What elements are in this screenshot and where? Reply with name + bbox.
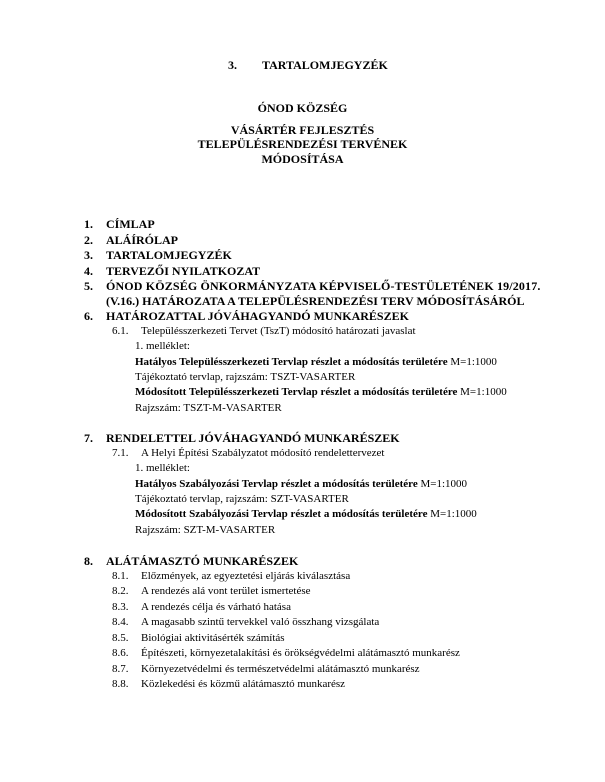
toc-item-label: CÍMLAP bbox=[106, 217, 155, 231]
toc-item-number: 2. bbox=[84, 233, 93, 247]
toc-item-number: 8. bbox=[84, 554, 93, 568]
toc-item-label: HATÁROZATTAL JÓVÁHAGYANDÓ MUNKARÉSZEK bbox=[106, 309, 409, 323]
toc-item-number: 7. bbox=[84, 431, 93, 445]
toc-item-label: TARTALOMJEGYZÉK bbox=[106, 248, 232, 262]
annex-line bbox=[135, 508, 477, 521]
subsection-label: Építészeti, környezetalakítási és örökségvédelmi alátámasztó munkarész bbox=[141, 647, 460, 659]
subsection-label: Előzmények, az egyeztetési eljárás kiválasztása bbox=[141, 570, 351, 582]
annex-line: Rajzszám: SZT-M-VASARTER bbox=[135, 524, 276, 536]
subsection-number: 8.8. bbox=[112, 678, 129, 690]
annex-line bbox=[135, 478, 467, 491]
subsection-label: A magasabb szintű tervekkel való összhang vizsgálata bbox=[141, 616, 380, 628]
toc-item-number: 6. bbox=[84, 309, 93, 323]
municipality-title: ÓNOD KÖZSÉG bbox=[257, 101, 348, 115]
subsection-label: A rendezés célja és várható hatása bbox=[141, 601, 291, 613]
toc-item-label: TERVEZŐI NYILATKOZAT bbox=[106, 264, 261, 278]
subsection-label: A rendezés alá vont terület ismertetése bbox=[141, 585, 311, 597]
annex-line: Tájékoztató tervlap, rajzszám: SZT-VASARTER bbox=[135, 493, 349, 505]
subsection-number: 8.3. bbox=[112, 601, 129, 613]
section-title: TARTALOMJEGYZÉK bbox=[262, 58, 388, 72]
toc-item-label: ALÁTÁMASZTÓ MUNKARÉSZEK bbox=[106, 554, 299, 568]
toc-item-number: 4. bbox=[84, 264, 93, 278]
annex-line: Tájékoztató tervlap, rajzszám: TSZT-VASARTER bbox=[135, 371, 356, 383]
subsection-number: 8.4. bbox=[112, 616, 129, 628]
project-title-line3: MÓDOSÍTÁSA bbox=[261, 152, 344, 166]
subsection-number: 8.5. bbox=[112, 632, 129, 644]
annex-label: 1. melléklet: bbox=[135, 340, 190, 352]
annex-line bbox=[135, 386, 507, 399]
toc-item-number: 5. bbox=[84, 279, 93, 293]
annex-line-scale: M=1:1000 bbox=[460, 386, 507, 398]
toc-item-label: ALÁÍRÓLAP bbox=[106, 233, 179, 247]
subsection-number: 7.1. bbox=[112, 447, 129, 459]
project-title-line1: VÁSÁRTÉR FEJLESZTÉS bbox=[230, 123, 375, 137]
subsection-label: Biológiai aktivitásérték számítás bbox=[141, 632, 285, 644]
annex-line-scale: M=1:1000 bbox=[420, 478, 467, 490]
annex-line-scale: M=1:1000 bbox=[450, 356, 497, 368]
annex-line-title: Módosított Szabályozási Tervlap részlet a módosítás területére bbox=[135, 508, 428, 520]
section-number: 3. bbox=[228, 58, 237, 72]
toc-item-label: RENDELETTEL JÓVÁHAGYANDÓ MUNKARÉSZEK bbox=[106, 431, 400, 445]
annex-line bbox=[135, 356, 497, 369]
annex-line-title: Hatályos Szabályozási Tervlap részlet a módosítás területére bbox=[135, 478, 418, 490]
subsection-label: Településszerkezeti Tervet (TszT) módosító határozati javaslat bbox=[141, 325, 416, 337]
annex-line-title: Hatályos Településszerkezeti Tervlap részlet a módosítás területére bbox=[135, 356, 448, 368]
toc-item-label: ÓNOD KÖZSÉG ÖNKORMÁNYZATA KÉPVISELŐ-TESTÜLETÉNEK 19/2017. bbox=[106, 279, 541, 293]
subsection-number: 8.6. bbox=[112, 647, 129, 659]
toc-item-label-continued: (V.16.) HATÁROZATA A TELEPÜLÉSRENDEZÉSI TERV MÓDOSÍTÁSÁRÓL bbox=[106, 294, 525, 308]
subsection-label: A Helyi Építési Szabályzatot módosító rendelettervezet bbox=[141, 447, 385, 459]
annex-label: 1. melléklet: bbox=[135, 462, 190, 474]
subsection-number: 8.7. bbox=[112, 663, 129, 675]
subsection-label: Közlekedési és közmű alátámasztó munkarész bbox=[141, 678, 346, 690]
annex-line: Rajzszám: TSZT-M-VASARTER bbox=[135, 402, 282, 414]
subsection-number: 6.1. bbox=[112, 325, 129, 337]
annex-line-scale: M=1:1000 bbox=[430, 508, 477, 520]
project-title-line2: TELEPÜLÉSRENDEZÉSI TERVÉNEK bbox=[197, 137, 408, 151]
annex-line-title: Módosított Településszerkezeti Tervlap részlet a módosítás területére bbox=[135, 386, 458, 398]
subsection-label: Környezetvédelmi és természetvédelmi alátámasztó munkarész bbox=[141, 663, 420, 675]
toc-item-number: 1. bbox=[84, 217, 93, 231]
subsection-number: 8.1. bbox=[112, 570, 129, 582]
subsection-number: 8.2. bbox=[112, 585, 129, 597]
toc-item-number: 3. bbox=[84, 248, 93, 262]
